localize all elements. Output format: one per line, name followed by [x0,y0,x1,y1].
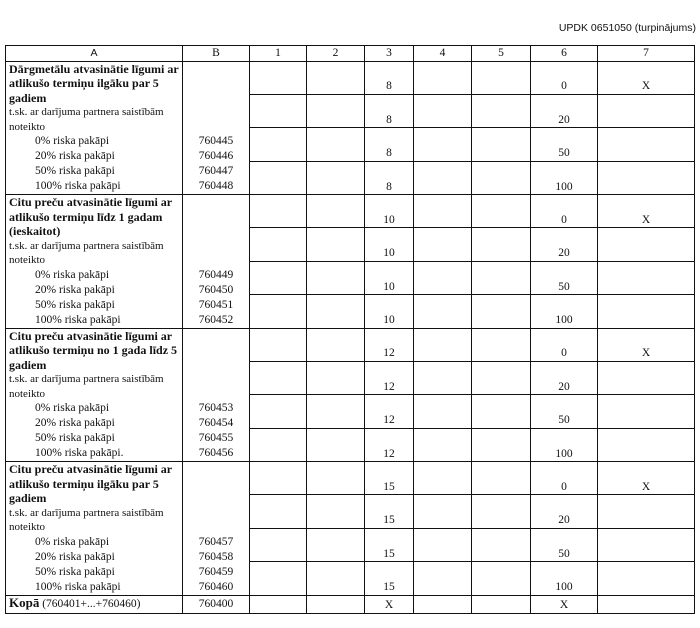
value-cell-col-1[interactable] [250,361,307,394]
total-cell-6: X [531,595,598,613]
value-cell-col-7[interactable] [598,562,695,595]
risk-label: 20% riska pakāpi [35,283,115,296]
value-cell-col-1[interactable] [250,495,307,528]
value-cell-col-3: 12 [365,328,414,361]
row-code-cell [183,328,250,462]
value-cell-col-3: 10 [365,228,414,261]
value-cell-col-1[interactable] [250,328,307,361]
value-cell-col-1[interactable] [250,195,307,228]
value-cell-col-7: X [598,195,695,228]
section-label-cell [6,328,183,462]
report-table [5,45,695,614]
total-cell-5[interactable] [472,595,531,613]
value-cell-col-2[interactable] [307,462,365,495]
value-cell-col-1[interactable] [250,61,307,94]
value-cell-col-5[interactable] [472,428,531,461]
value-cell-col-4[interactable] [414,361,472,394]
value-cell-col-7[interactable] [598,295,695,328]
value-cell-col-6: 50 [531,261,598,294]
value-cell-col-5[interactable] [472,61,531,94]
risk-label: 100% riska pakāpi. [35,447,124,459]
section-subtitle: t.sk. ar darījuma partnera saistībām noteikto [9,239,164,266]
value-cell-col-6: 50 [531,395,598,428]
value-cell-col-5[interactable] [472,328,531,361]
value-cell-col-3: 10 [365,295,414,328]
value-cell-col-4[interactable] [414,495,472,528]
risk-label: 0% riska pakāpi [35,268,110,281]
risk-label: 50% riska pakāpi [35,565,115,578]
value-cell-col-5[interactable] [472,161,531,194]
row-code: 760453 [198,402,234,414]
risk-label: 50% riska pakāpi [35,165,115,177]
section-subtitle: t.sk. ar darījuma partnera saistībām noteikto [9,373,164,400]
value-cell-col-2[interactable] [307,428,365,461]
risk-label: 0% riska pakāpi [35,402,110,414]
value-cell-col-2[interactable] [307,528,365,561]
risk-label: 100% riska pakāpi [35,313,121,326]
value-cell-col-5[interactable] [472,94,531,127]
value-cell-col-6: 20 [531,495,598,528]
value-cell-col-7[interactable] [598,528,695,561]
value-cell-col-2[interactable] [307,195,365,228]
value-cell-col-4[interactable] [414,395,472,428]
total-label-cell [6,595,183,613]
value-cell-col-1[interactable] [250,228,307,261]
risk-label: 20% riska pakāpi [35,150,115,162]
column-header-7: 7 [598,46,695,62]
section-title: Citu preču atvasinātie līgumi ar atlikušo termiņu ilgāku par 5 gadiem [9,462,172,505]
value-cell-col-7[interactable] [598,428,695,461]
total-cell-1[interactable] [250,595,307,613]
risk-label: 20% riska pakāpi [35,417,115,429]
value-cell-col-5[interactable] [472,195,531,228]
value-cell-col-4[interactable] [414,128,472,161]
value-cell-col-5[interactable] [472,395,531,428]
value-cell-col-3: 12 [365,395,414,428]
value-cell-col-2[interactable] [307,495,365,528]
header-row [6,46,695,62]
risk-label: 0% riska pakāpi [35,535,110,548]
value-cell-col-4[interactable] [414,261,472,294]
section-title: Citu preču atvasinātie līgumi ar atlikušo termiņu līdz 1 gadam (ieskaitot) [9,195,172,238]
row-code: 760458 [198,550,234,563]
column-header-1: 1 [250,46,307,62]
total-cell-4[interactable] [414,595,472,613]
value-cell-col-6: 0 [531,195,598,228]
value-cell-col-4[interactable] [414,195,472,228]
value-cell-col-5[interactable] [472,295,531,328]
row-code: 760445 [198,135,234,147]
table-row [6,61,695,94]
row-code: 760457 [198,535,234,548]
section-label-cell [6,61,183,195]
value-cell-col-1[interactable] [250,261,307,294]
column-header-6: 6 [531,46,598,62]
value-cell-col-5[interactable] [472,128,531,161]
section-label-cell [6,195,183,329]
total-range: (760401+...+760460) [42,598,141,611]
column-header-b: B [183,46,250,62]
value-cell-col-3: 8 [365,61,414,94]
risk-label: 100% riska pakāpi [35,180,121,192]
row-code: 760456 [198,447,234,459]
value-cell-col-4[interactable] [414,328,472,361]
table-row [6,195,695,228]
value-cell-col-6: 100 [531,428,598,461]
form-code: UPDK 0651050 (turpinājums) [558,22,696,34]
value-cell-col-5[interactable] [472,228,531,261]
value-cell-col-7: X [598,61,695,94]
risk-label: 20% riska pakāpi [35,550,115,563]
risk-label: 0% riska pakāpi [35,135,110,147]
row-code: 760449 [198,268,234,281]
value-cell-col-4[interactable] [414,61,472,94]
value-cell-col-7[interactable] [598,361,695,394]
value-cell-col-4[interactable] [414,428,472,461]
row-code: 760455 [198,432,234,444]
value-cell-col-2[interactable] [307,61,365,94]
value-cell-col-5[interactable] [472,261,531,294]
value-cell-col-7[interactable] [598,94,695,127]
value-cell-col-3: 15 [365,528,414,561]
value-cell-col-3: 8 [365,94,414,127]
value-cell-col-6: 0 [531,462,598,495]
row-code: 760446 [198,150,234,162]
value-cell-col-7: X [598,328,695,361]
value-cell-col-2[interactable] [307,562,365,595]
value-cell-col-1[interactable] [250,128,307,161]
value-cell-col-6: 100 [531,295,598,328]
value-cell-col-2[interactable] [307,395,365,428]
value-cell-col-6: 0 [531,328,598,361]
value-cell-col-2[interactable] [307,128,365,161]
value-cell-col-5[interactable] [472,528,531,561]
section-subtitle: t.sk. ar darījuma partnera saistībām noteikto [9,106,164,133]
value-cell-col-4[interactable] [414,94,472,127]
risk-label: 50% riska pakāpi [35,432,115,444]
value-cell-col-3: 8 [365,161,414,194]
value-cell-col-1[interactable] [250,94,307,127]
value-cell-col-7: X [598,462,695,495]
value-cell-col-6: 50 [531,128,598,161]
column-header-3: 3 [365,46,414,62]
value-cell-col-7[interactable] [598,128,695,161]
row-code: 760460 [198,580,234,593]
value-cell-col-6: 20 [531,94,598,127]
section-label-cell [6,462,183,596]
value-cell-col-3: 15 [365,562,414,595]
section-title: Dārgmetālu atvasinātie līgumi ar atlikušo termiņu ilgāku par 5 gadiem [9,61,179,105]
value-cell-col-5[interactable] [472,495,531,528]
value-cell-col-4[interactable] [414,528,472,561]
row-code: 760448 [198,180,234,192]
column-header-a: A [6,46,183,62]
value-cell-col-1[interactable] [250,161,307,194]
row-code: 760450 [198,283,234,296]
value-cell-col-5[interactable] [472,562,531,595]
column-header-5: 5 [472,46,531,62]
section-subtitle: t.sk. ar darījuma partnera saistībām noteikto [9,506,164,533]
total-cell-7[interactable] [598,595,695,613]
value-cell-col-2[interactable] [307,261,365,294]
value-cell-col-7[interactable] [598,161,695,194]
table-row [6,328,695,361]
row-code-cell [183,61,250,195]
value-cell-col-2[interactable] [307,295,365,328]
value-cell-col-3: 15 [365,495,414,528]
row-code-cell [183,195,250,329]
value-cell-col-6: 20 [531,228,598,261]
section-title: Citu preču atvasinātie līgumi ar atlikušo termiņu no 1 gada līdz 5 gadiem [9,328,178,372]
value-cell-col-2[interactable] [307,94,365,127]
row-code: 760451 [198,298,234,311]
value-cell-col-2[interactable] [307,161,365,194]
value-cell-col-4[interactable] [414,161,472,194]
value-cell-col-2[interactable] [307,228,365,261]
value-cell-col-4[interactable] [414,562,472,595]
value-cell-col-3: 8 [365,128,414,161]
total-cell-3: X [365,595,414,613]
total-label: Kopā [9,595,40,611]
risk-label: 100% riska pakāpi [35,580,121,593]
total-code: 760400 [183,595,250,613]
value-cell-col-4[interactable] [414,295,472,328]
value-cell-col-1[interactable] [250,462,307,495]
column-header-2: 2 [307,46,365,62]
row-code: 760454 [198,417,234,429]
value-cell-col-1[interactable] [250,395,307,428]
value-cell-col-3: 12 [365,428,414,461]
risk-label: 50% riska pakāpi [35,298,115,311]
value-cell-col-7[interactable] [598,395,695,428]
value-cell-col-5[interactable] [472,462,531,495]
value-cell-col-3: 10 [365,261,414,294]
total-row [6,595,695,613]
row-code: 760447 [198,165,234,177]
value-cell-col-6: 50 [531,528,598,561]
value-cell-col-1[interactable] [250,295,307,328]
row-code: 760452 [198,313,234,326]
value-cell-col-1[interactable] [250,528,307,561]
value-cell-col-2[interactable] [307,328,365,361]
value-cell-col-5[interactable] [472,361,531,394]
value-cell-col-4[interactable] [414,228,472,261]
value-cell-col-2[interactable] [307,361,365,394]
value-cell-col-7[interactable] [598,495,695,528]
value-cell-col-3: 10 [365,195,414,228]
row-code-cell [183,462,250,596]
total-cell-2[interactable] [307,595,365,613]
value-cell-col-1[interactable] [250,562,307,595]
row-code: 760459 [198,565,234,578]
table-row [6,462,695,495]
value-cell-col-7[interactable] [598,228,695,261]
value-cell-col-1[interactable] [250,428,307,461]
value-cell-col-6: 100 [531,161,598,194]
value-cell-col-4[interactable] [414,462,472,495]
value-cell-col-6: 0 [531,61,598,94]
value-cell-col-3: 15 [365,462,414,495]
value-cell-col-6: 100 [531,562,598,595]
value-cell-col-7[interactable] [598,261,695,294]
value-cell-col-6: 20 [531,361,598,394]
value-cell-col-3: 12 [365,361,414,394]
column-header-4: 4 [414,46,472,62]
